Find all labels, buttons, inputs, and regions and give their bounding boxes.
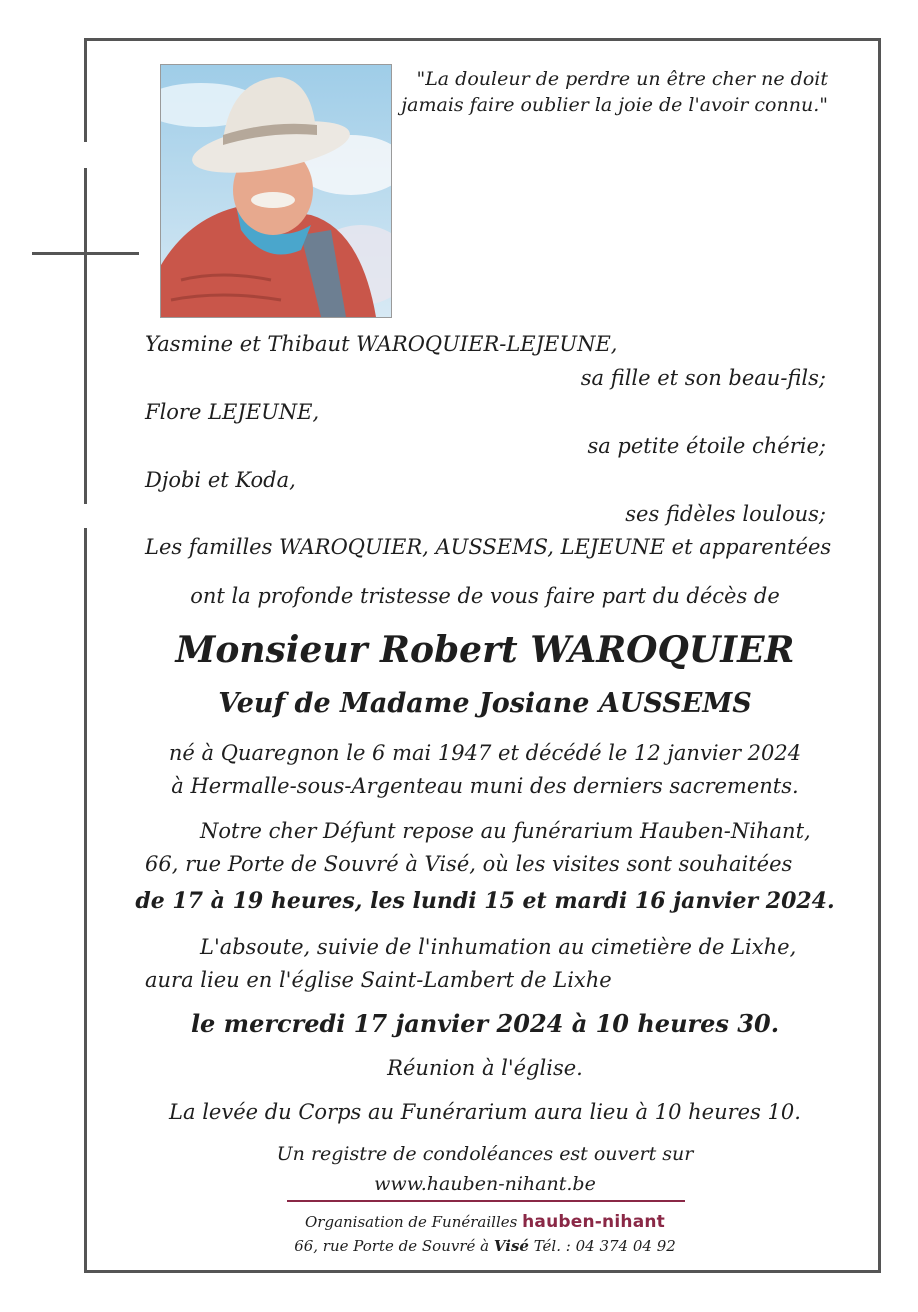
- family-role: ses fidèles loulous;: [625, 502, 826, 526]
- organizer-address: [60, 1237, 910, 1255]
- register-line: Un registre de condoléances est ouvert sur: [276, 1143, 694, 1165]
- deceased-name: Monsieur Robert WAROQUIER: [175, 629, 795, 671]
- frame-left-border-segment: [84, 168, 87, 504]
- cross-icon: [32, 252, 139, 255]
- funeral-organizer: [60, 1212, 910, 1232]
- frame-top-border: [84, 38, 881, 41]
- organizer-brand-logo: hauben-nihant: [522, 1212, 665, 1232]
- widow-of: Veuf de Madame Josiane AUSSEMS: [218, 688, 752, 719]
- family-line: Les familles WAROQUIER, AUSSEMS, LEJEUNE et apparentées: [145, 535, 832, 559]
- quote-line: jamais faire oublier la joie de l'avoir connu.": [401, 94, 828, 116]
- meeting-note: Réunion à l'église.: [387, 1056, 583, 1080]
- address-prefix: 66, rue Porte de Souvré à: [294, 1237, 490, 1255]
- birth-death-line: à Hermalle-sous-Argenteau muni des derniers sacrements.: [171, 774, 799, 798]
- announcement: ont la profonde tristesse de vous faire part du décès de: [190, 584, 780, 608]
- family-role: sa fille et son beau-fils;: [580, 366, 826, 390]
- levee-note: La levée du Corps au Funérarium aura lieu à 10 heures 10.: [169, 1100, 801, 1124]
- organizer-phone: Tél. : 04 374 04 92: [533, 1237, 676, 1255]
- family-line: Flore LEJEUNE,: [145, 400, 320, 424]
- visitation-line: Notre cher Défunt repose au funérarium Hauben-Nihant,: [200, 819, 811, 843]
- frame-left-border-segment: [84, 38, 87, 142]
- visitation-hours: de 17 à 19 heures, les lundi 15 et mardi 16 janvier 2024.: [135, 888, 835, 914]
- portrait-photo: [160, 64, 392, 318]
- register-url[interactable]: www.hauben-nihant.be: [374, 1173, 596, 1195]
- frame-bottom-border: [84, 1270, 881, 1273]
- address-city: Visé: [493, 1237, 529, 1255]
- ceremony-date: le mercredi 17 janvier 2024 à 10 heures 30.: [190, 1009, 780, 1038]
- organizer-label: Organisation de Funérailles: [305, 1213, 518, 1231]
- visitation-line: 66, rue Porte de Souvré à Visé, où les visites sont souhaitées: [145, 852, 793, 876]
- footer-divider: [287, 1200, 685, 1202]
- quote-line: "La douleur de perdre un être cher ne doit: [416, 68, 828, 90]
- ceremony-line: L'absoute, suivie de l'inhumation au cimetière de Lixhe,: [200, 935, 797, 959]
- birth-death-line: né à Quaregnon le 6 mai 1947 et décédé le 12 janvier 2024: [168, 741, 802, 765]
- family-role: sa petite étoile chérie;: [587, 434, 826, 458]
- family-line: Djobi et Koda,: [145, 468, 296, 492]
- ceremony-line: aura lieu en l'église Saint-Lambert de Lixhe: [145, 968, 612, 992]
- family-line: Yasmine et Thibaut WAROQUIER-LEJEUNE,: [145, 332, 618, 356]
- memorial-quote: [400, 66, 828, 118]
